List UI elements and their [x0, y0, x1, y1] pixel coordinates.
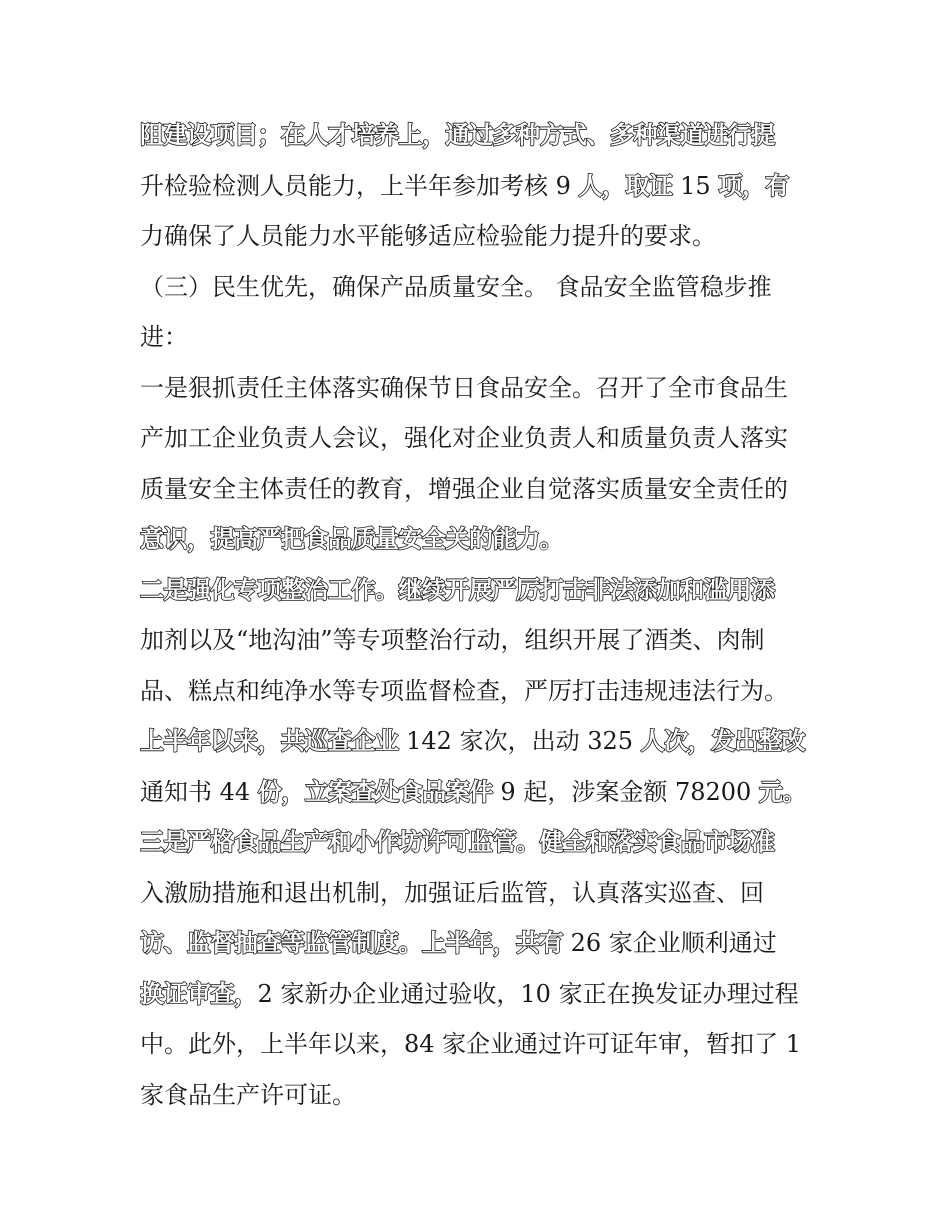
text-line [140, 1070, 815, 1121]
text-span: 一是狠抓责任主体落实确保节日食品安全。召开了全市食品生 [140, 373, 788, 402]
text-line [140, 716, 815, 767]
text-line [140, 211, 815, 262]
text-span: 通知书 44 [140, 777, 258, 806]
text-span: 三是严格食品生产和小作坊许可监管。健全和落实食品市场准 [140, 828, 775, 856]
text-span: 2 家新办企业通过验收，10 家正在换发证办理过程 [257, 979, 799, 1008]
text-span: 加剂以及“地沟油”等专项整治行动，组织开展了酒类、肉制 [140, 626, 765, 654]
document-body [140, 110, 815, 1120]
text-span: 意识，提高严把食品质量安全关的能力。 [140, 525, 563, 553]
text-line [140, 363, 815, 414]
text-span: 142 家次，出动 325 [398, 727, 641, 755]
text-span: 元。 [758, 777, 806, 806]
text-span: 家食品生产许可证。 [140, 1080, 356, 1109]
text-span: 入激励措施和退出机制，加强证后监管，认真落实巡查、回 [140, 878, 764, 907]
text-line [140, 817, 815, 868]
text-span: 品、糕点和纯净水等专项监督检查，严厉打击违规违法行为。 [140, 676, 788, 705]
text-span: 人次，发出整改 [640, 727, 806, 755]
text-span: 人，取证 [578, 171, 673, 200]
text-line [140, 110, 815, 161]
text-line [140, 918, 815, 969]
text-line [140, 1019, 815, 1070]
text-line [140, 666, 815, 717]
section-heading [140, 262, 815, 313]
text-span: 阻建设项目；在人才培养上，通过多种方式、多种渠道进行提 [140, 121, 775, 149]
text-span: 换证审查， [140, 979, 258, 1008]
text-span: 9 起，涉案金额 78200 [492, 777, 759, 806]
text-line [140, 413, 815, 464]
text-span: 26 家企业顺利通过 [563, 929, 777, 957]
text-span: 15 [672, 171, 719, 200]
text-line [140, 969, 815, 1020]
text-span: 力确保了人员能力水平能够适应检验能力提升的要求。 [140, 222, 716, 250]
text-line [140, 514, 815, 565]
text-span: 上半年以来，共巡查企业 [140, 727, 399, 755]
text-line [140, 312, 815, 363]
text-line [140, 161, 815, 212]
text-span: 中。此外，上半年以来，84 家企业通过许可证年审，暂扣了 1 [140, 1030, 802, 1058]
text-line [140, 868, 815, 919]
text-line [140, 565, 815, 616]
text-span: 质量安全主体责任的教育，增强企业自觉落实质量安全责任的 [140, 474, 788, 503]
text-span: 产加工企业负责人会议，强化对企业负责人和质量负责人落实 [140, 424, 788, 452]
text-span: 访、监督抽查等监管制度。上半年，共有 [140, 929, 563, 957]
text-span: （三）民生优先，确保产品质量安全。 食品安全监管稳步推 [140, 272, 772, 301]
text-span: 项，有 [718, 171, 789, 200]
text-span: 进： [140, 323, 188, 351]
text-span: 二是强化专项整治工作。继续开展严厉打击非法添加和滥用添 [140, 575, 775, 604]
text-line [140, 464, 815, 515]
text-span: 升检验检测人员能力，上半年参加考核 9 [140, 171, 579, 200]
text-line [140, 767, 815, 818]
text-span: 份，立案查处食品案件 [257, 777, 493, 806]
text-line [140, 615, 815, 666]
